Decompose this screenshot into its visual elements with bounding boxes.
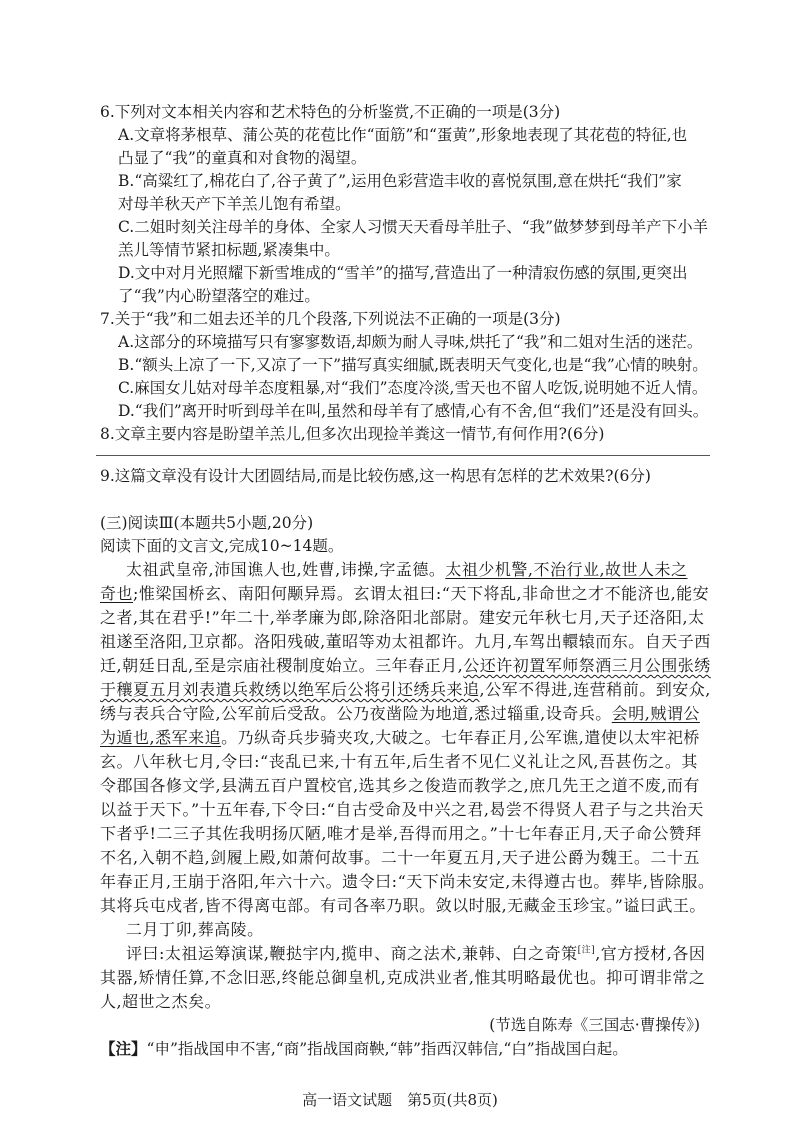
note-marker: [注] <box>577 945 596 956</box>
underlined-sentence-1-end: 奇也 <box>100 584 134 603</box>
q8-answer-line[interactable] <box>96 455 710 456</box>
wavy-underlined-punctuation-text: 公还许初置军师祭酒三月公围张绣 <box>463 656 711 675</box>
underlined-sentence-1: 太祖少机警,不治行业,故世人未之 <box>445 560 688 579</box>
wavy-underlined-punctuation-text-cont: 于穰夏五月刘表遣兵救绣以绝军后公将引还绣兵来追 <box>100 680 480 699</box>
underlined-sentence-2-end: 为遁也,悉军来追 <box>100 728 222 747</box>
exam-page: 6.下列对文本相关内容和艺术特色的分析鉴赏,不正确的一项是(3分) A.文章将茅根草、蒲公英的花苞比作“面筋”和“蛋黄”,形象地表现了其花苞的特征,也 凸显了“我”的童真和对食物的渴望。 B.“高粱红了,棉花白了,谷子黄了”,运用色彩营造丰收的喜悦氛围,意在烘托“我们”家 对母羊秋天产下羊羔儿饱有希望。 C.二姐时刻关注母羊的身体、全家人习惯天天看母羊肚子、“我”做梦梦到母羊产下小羊 羔儿等情节紧扣标题,紧凑集中。 D.文中对月光照耀下新雪堆成的“雪羊”的描写,营造出了一种清寂伤感的氛围,更突出 了“我”内心盼望落空的难过。 7.关于“我”和二姐去还羊的几个段落,下列说法不正确的一项是(3分) A.这部分的环境描写只有寥寥数语,却颇为耐人寻味,烘托了“我”和二姐对生活的迷茫。 B.“额头上凉了一下,又凉了一下”描写真实细腻,既表明天气变化,也是“我”心情的映射。 C.麻国女儿姑对母羊态度粗暴,对“我们”态度冷淡,雪天也不留人吃饭,说明她不近人情。 D.“我们”离开时听到母羊在叫,虽然和母羊有了感情,心有不舍,但“我们”还是没有回头。 8.文章主要内容是盼望羊羔儿,但多次出现捡羊粪这一情节,有何作用?(6分) 9.这篇文章没有设计大团圆结局,而是比较伤感,这一构思有怎样的艺术效果?(6分) (三)阅读Ⅲ(本题共5小题,20分) 阅读下面的文言文,完成10~14题。 太祖武皇帝,沛国谯人也,姓曹,讳操,字孟德。太祖少机警,不治行业,故世人未之 奇也;惟梁国桥玄、南阳何颙异焉。玄谓太祖曰:“天下将乱,非命世之才不能济也,能安 之者,其在君乎!”年二十,举孝廉为郎,除洛阳北部尉。建安元年秋七月,天子还洛阳,太 祖遂至洛阳,卫京都。洛阳残破,董昭等劝太祖都许。九月,车驾出轘辕而东。自天子西 迁,朝廷日乱,至是宗庙社稷制度始立。三年春正月,公还许初置军师祭酒三月公围张绣 于穰夏五月刘表遣兵救绣以绝军后公将引还绣兵来追,公军不得进,连营稍前。到安众, 绣与表兵合守险,公军前后受敌。公乃夜凿险为地道,悉过辎重,设奇兵。会明,贼谓公 为遁也,悉军来追。乃纵奇兵步骑夹攻,大破之。七年春正月,公军谯,遣使以太牢祀桥 玄。八年秋七月,令曰:“丧乱已来,十有五年,后生者不见仁义礼让之风,吾甚伤之。其 令郡国各修文学,县满五百户置校官,选其乡之俊造而教学之,庶几先王之道不废,而有 以益于天下。”十五年春,下令曰:“自古受命及中兴之君,曷尝不得贤人君子与之共治天 下者乎!二三子其佐我明扬仄陋,唯才是举,吾得而用之。”十七年春正月,天子命公赞拜 不名,入朝不趋,剑履上殿,如萧何故事。二十一年夏五月,天子进公爵为魏王。二十五 年春正月,王崩于洛阳,年六十六。遗令曰:“天下尚未安定,未得遵古也。葬毕,皆除服。 其将兵屯戍者,皆不得离屯部。有司各率乃职。敛以时服,无藏金玉珍宝。”谥曰武王。 二月丁卯,葬高陵。 评曰:太祖运筹演谋,鞭挞宇内,揽申、商之法术,兼韩、白之奇策[注],官方授材,各因 其器,矫情任算,不念旧恶,终能总御皇机,克成洪业者,惟其明略最优也。抑可谓非常之 人,超世之杰矣。 (节选自陈寿《三国志·曹操传》) 【注】“申”指战国申不害,“商”指战国商鞅,“韩”指西汉韩信,“白”指战国白起。 高一语文试题 第5页(共8页) <box>0 0 800 1132</box>
underlined-sentence-2: 会明,贼谓公 <box>611 704 700 723</box>
footnote-label: 【注】 <box>100 1039 147 1058</box>
